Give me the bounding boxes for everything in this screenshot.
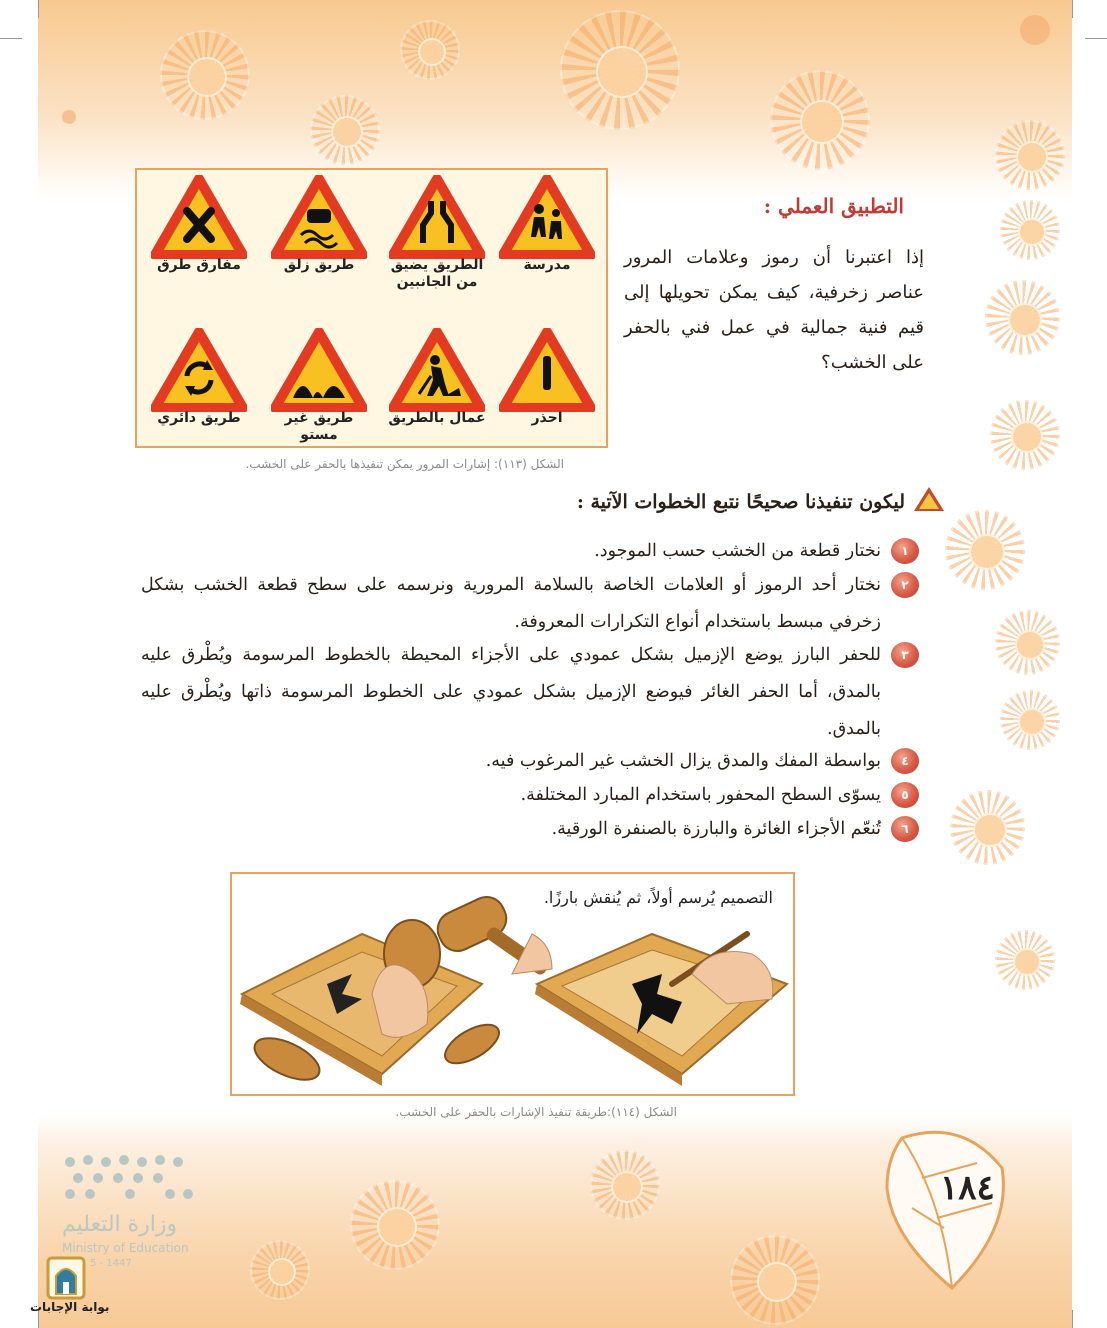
decorative-flower — [995, 610, 1060, 675]
warning-triangle-icon — [914, 487, 944, 511]
sign-label: طريق غير مستو — [284, 410, 354, 443]
sign-label: عمال بالطريق — [388, 410, 486, 426]
crop-mark — [1072, 0, 1073, 18]
sign-road-narrows — [387, 175, 487, 291]
decorative-flower — [995, 120, 1065, 190]
children-crossing-icon — [499, 175, 595, 259]
sign-uneven-road — [269, 328, 369, 444]
decorative-flower — [560, 10, 680, 130]
road-works-icon — [389, 328, 485, 412]
exclamation-icon — [499, 328, 595, 412]
sign-label: الطريق يضيق من الجانبين — [390, 257, 484, 290]
decorative-flower — [950, 790, 1025, 865]
step-text: يسوّى السطح المحفور باستخدام المبارد المختلفة. — [520, 785, 881, 805]
ministry-name-arabic: وزارة التعليم — [62, 1212, 178, 1237]
step-text: للحفر البارز يوضع الإزميل بشكل عمودي على الأجزاء المحيطة بالخطوط المرسومة ويُطْرق عليه بالمدق، أما الحفر الغائر فيوضع الإزميل بشكل عمودي على الخطوط المرسومة ذاتها ويُطْرق عليه بالمدق. — [141, 645, 881, 739]
decorative-dot — [62, 110, 76, 124]
decorative-flower — [990, 400, 1060, 470]
portal-mosque-icon — [46, 1256, 86, 1300]
figure-113-caption: الشكل (١١٣): إشارات المرور يمكن تنفيذها بالحفر على الخشب. — [245, 457, 564, 471]
leaf-page-marker-icon — [882, 1118, 1012, 1298]
decorative-flower — [590, 1150, 660, 1220]
steps-title: ليكون تنفيذنا صحيحًا نتبع الخطوات الآتية : — [576, 491, 905, 513]
portal-name: بوابة الإجابات — [30, 1300, 110, 1314]
step-text: بواسطة المفك والمدق يزال الخشب غير المرغوب فيه. — [485, 751, 881, 771]
uneven-road-icon — [271, 328, 367, 412]
decorative-flower — [985, 280, 1060, 355]
figure-114-note: التصميم يُرسم أولاً، ثم يُنقش بارزًا. — [543, 888, 773, 907]
ministry-name-english: Ministry of Education — [62, 1241, 189, 1255]
crop-mark — [38, 0, 39, 18]
sign-label: مفارق طرق — [157, 257, 241, 273]
crossroads-x-icon — [151, 175, 247, 259]
sign-label: مدرسة — [523, 257, 571, 273]
step-text: نختار قطعة من الخشب حسب الموجود. — [594, 541, 881, 561]
decorative-flower — [160, 30, 250, 120]
wood-carving-figure — [230, 872, 795, 1096]
decorative-flower — [730, 1235, 820, 1325]
decorative-flower — [1000, 690, 1060, 750]
sign-label: طريق دائري — [157, 410, 241, 426]
sign-crossroads — [149, 175, 249, 274]
sign-school — [497, 175, 597, 274]
decorative-dot — [1020, 15, 1050, 45]
slippery-road-icon — [271, 175, 367, 259]
decorative-flower — [770, 70, 870, 170]
step-text: تُنعّم الأجزاء الغائرة والبارزة بالصنفرة الورقية. — [551, 819, 881, 839]
decorative-flower — [400, 20, 460, 80]
crop-mark — [0, 38, 22, 39]
step-number: ٤ — [891, 748, 919, 774]
step-number: ٥ — [891, 782, 919, 808]
crop-mark — [1072, 1310, 1073, 1328]
decorative-flower — [1000, 200, 1060, 260]
sign-roundabout — [149, 328, 249, 427]
sign-label: طريق زلق — [283, 257, 355, 273]
step-number: ١ — [891, 538, 919, 564]
sign-slippery-road — [269, 175, 369, 274]
step-number: ٦ — [891, 816, 919, 842]
decorative-flower — [310, 95, 380, 165]
decorative-flower — [350, 1180, 440, 1270]
sign-caution — [497, 328, 597, 427]
figure-114-caption: الشكل (١١٤):طريقة تنفيذ الإشارات بالحفر على الخشب. — [395, 1105, 677, 1119]
section-heading: التطبيق العملي : — [763, 194, 904, 218]
step-text: نختار أحد الرموز أو العلامات الخاصة بالسلامة المرورية ونرسمه على سطح قطعة الخشب بشكل زخرفي مبسط باستخدام أنواع التكرارات المعروفة. — [141, 575, 881, 632]
decorative-flower — [995, 930, 1055, 990]
step-number: ٣ — [891, 642, 919, 668]
ministry-year: 5 - 1447 — [90, 1258, 132, 1269]
step-number: ٢ — [891, 572, 919, 598]
decorative-flower — [945, 510, 1025, 590]
sign-road-works — [387, 328, 487, 427]
intro-paragraph: إذا اعتبرنا أن رموز وعلامات المرور عناصر زخرفية، كيف يمكن تحويلها إلى قيم فنية جمالية في عمل فني بالحفر على الخشب؟ — [624, 247, 924, 373]
roundabout-icon — [151, 328, 247, 412]
crop-mark — [1085, 38, 1107, 39]
ministry-logo-dots-icon — [60, 1152, 200, 1202]
wood-carving-illustration — [232, 874, 793, 1094]
road-narrows-icon — [389, 175, 485, 259]
sign-label: احذر — [531, 410, 563, 426]
page-number: ١٨٤ — [940, 1168, 995, 1208]
traffic-signs-figure — [135, 168, 608, 448]
decorative-flower — [250, 1240, 310, 1300]
